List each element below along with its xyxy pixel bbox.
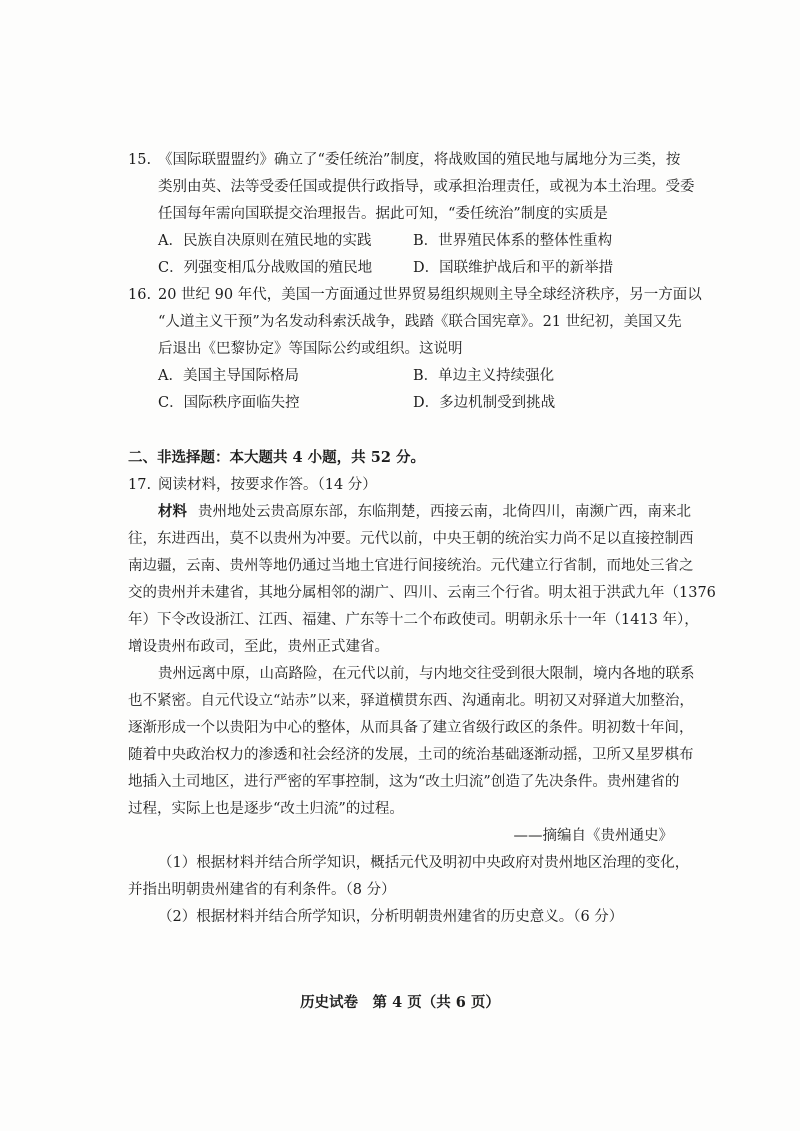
material-para-2-line-6: 过程，实际上也是逐步“改土归流”的过程。 bbox=[128, 801, 404, 817]
material-para-1-line-4: 交的贵州并未建省，其地分属相邻的湖广、四川、云南三个行省。明太祖于洪武九年（1376 bbox=[128, 585, 716, 601]
question-16-option-b: B．单边主义持续强化 bbox=[413, 368, 555, 384]
question-16-option-d: D．多边机制受到挑战 bbox=[413, 395, 556, 411]
section-2-heading: 二、非选择题：本大题共 4 小题，共 52 分。 bbox=[128, 449, 425, 466]
question-16-stem-line-3: 后退出《巴黎协定》等国际公约或组织。这说明 bbox=[158, 341, 463, 357]
subquestion-1-line-2: 并指出明朝贵州建省的有利条件。（8 分） bbox=[128, 882, 396, 898]
material-para-2-line-2: 也不紧密。自元代设立“站赤”以来，驿道横贯东西、沟通南北。明初又对驿道大加整治， bbox=[128, 693, 694, 709]
material-para-1-line-1: 贵州地处云贵高原东部，东临荆楚，西接云南，北倚四川，南濒广西，南来北 bbox=[198, 504, 691, 520]
question-16-option-c: C．国际秩序面临失控 bbox=[158, 395, 300, 411]
material-para-1-line-5: 年）下令改设浙江、江西、福建、广东等十二个布政使司。明朝永乐十一年（1413 年）， bbox=[128, 612, 699, 628]
question-16-stem-line-1: 20 世纪 90 年代，美国一方面通过世界贸易组织规则主导全球经济秩序，另一方面以 bbox=[158, 287, 702, 303]
question-15-option-a: A．民族自决原则在殖民地的实践 bbox=[158, 233, 372, 249]
question-15-option-b: B．世界殖民体系的整体性重构 bbox=[413, 233, 613, 249]
page-footer: 历史试卷 第 4 页（共 6 页） bbox=[300, 994, 500, 1011]
question-15-stem-line-3: 任国每年需向国联提交治理报告。据此可知，“委任统治”制度的实质是 bbox=[158, 206, 608, 222]
question-16-stem-line-2: “人道主义干预”为名发动科索沃战争，践踏《联合国宪章》。21 世纪初，美国又先 bbox=[158, 314, 682, 330]
material-para-2-line-4: 随着中央政治权力的渗透和社会经济的发展，土司的统治基础逐渐动摇，卫所又星罗棋布 bbox=[128, 747, 694, 763]
subquestion-1-line-1: （1）根据材料并结合所学知识，概括元代及明初中央政府对贵州地区治理的变化， bbox=[158, 855, 690, 871]
material-para-2-line-3: 逐渐形成一个以贵阳为中心的整体，从而具备了建立省级行政区的条件。明初数十年间， bbox=[128, 720, 694, 736]
question-15-option-d: D．国联维护战后和平的新举措 bbox=[413, 260, 614, 276]
question-17-intro: 阅读材料，按要求作答。（14 分） bbox=[158, 477, 377, 493]
material-para-1-line-6: 增设贵州布政司，至此，贵州正式建省。 bbox=[128, 639, 389, 655]
material-source: ——摘编自《贵州通史》 bbox=[513, 828, 673, 844]
question-15-stem-line-2: 类别由英、法等受委任国或提供行政指导，或承担治理责任，或视为本土治理。受委 bbox=[158, 179, 695, 195]
question-15-option-c: C．列强变相瓜分战败国的殖民地 bbox=[158, 260, 373, 276]
material-label: 材料 bbox=[158, 503, 187, 520]
material-para-1-line-2: 往，东进西出，莫不以贵州为冲要。元代以前，中央王朝的统治实力尚不足以直接控制西 bbox=[128, 531, 694, 547]
question-15-number: 15. bbox=[128, 152, 152, 168]
material-para-2-line-5: 地插入土司地区，进行严密的军事控制，这为“改土归流”创造了先决条件。贵州建省的 bbox=[128, 774, 680, 790]
material-para-2-line-1: 贵州远离中原，山高路险，在元代以前，与内地交往受到很大限制，境内各地的联系 bbox=[158, 666, 695, 682]
question-16-option-a: A．美国主导国际格局 bbox=[158, 368, 299, 384]
question-15-stem-line-1: 《国际联盟盟约》确立了“委任统治”制度，将战败国的殖民地与属地分为三类，按 bbox=[158, 152, 681, 168]
question-16-number: 16. bbox=[128, 287, 152, 303]
material-para-1-line-3: 南边疆，云南、贵州等地仍通过当地土官进行间接统治。元代建立行省制，而地处三省之 bbox=[128, 558, 694, 574]
subquestion-2: （2）根据材料并结合所学知识，分析明朝贵州建省的历史意义。（6 分） bbox=[158, 909, 624, 925]
question-17-number: 17. bbox=[128, 477, 152, 493]
